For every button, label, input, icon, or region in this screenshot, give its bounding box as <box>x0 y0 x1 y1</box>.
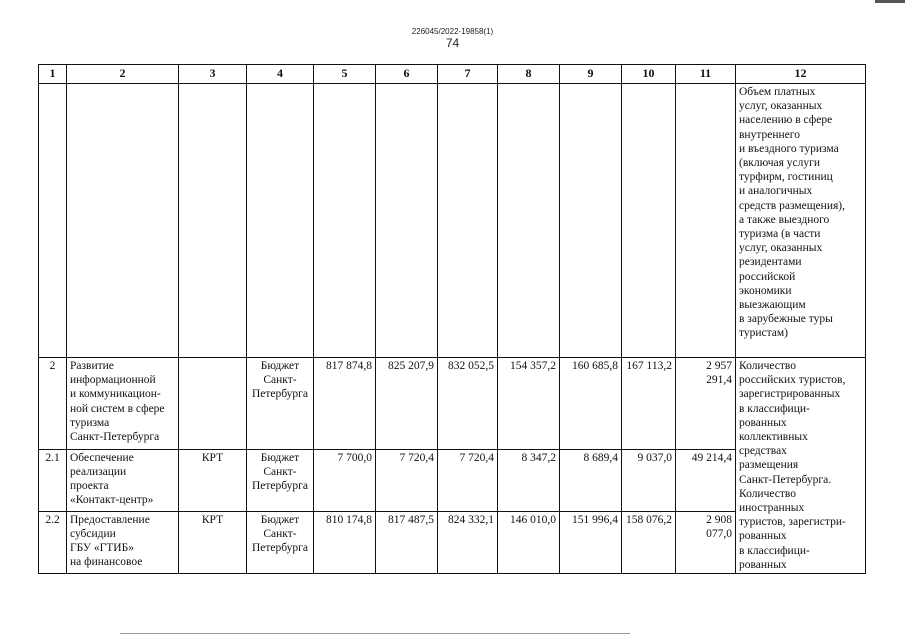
scan-bottom-rule <box>120 633 630 634</box>
value-col6: 817 487,5 <box>376 511 438 573</box>
value-col5: 7 700,0 <box>314 449 376 511</box>
value-col8: 154 357,2 <box>498 358 560 450</box>
value-col7: 7 720,4 <box>438 449 498 511</box>
executor: КРТ <box>179 511 247 573</box>
value-col11: 2 908 077,0 <box>676 511 736 573</box>
value-col6: 825 207,9 <box>376 358 438 450</box>
row-number: 2 <box>39 358 67 450</box>
value-col5: 810 174,8 <box>314 511 376 573</box>
row-number: 2.2 <box>39 511 67 573</box>
funding-source: Бюджет Санкт- Петербурга <box>247 511 314 573</box>
activity-name: Развитие информационной и коммуникацион- ной систем в сфере туризма Санкт-Петербурга <box>67 358 179 450</box>
value-col8: 8 347,2 <box>498 449 560 511</box>
col-header-5: 5 <box>314 65 376 84</box>
col-header-11: 11 <box>676 65 736 84</box>
col-header-7: 7 <box>438 65 498 84</box>
col-header-8: 8 <box>498 65 560 84</box>
funding-source: Бюджет Санкт- Петербурга <box>247 449 314 511</box>
activity-name: Обеспечение реализации проекта «Контакт-центр» <box>67 449 179 511</box>
col-header-2: 2 <box>67 65 179 84</box>
continuation-row <box>39 84 866 358</box>
value-col9: 8 689,4 <box>560 449 622 511</box>
executor: КРТ <box>179 449 247 511</box>
value-col11: 2 957 291,4 <box>676 358 736 450</box>
page-number: 74 <box>445 36 460 50</box>
col-header-3: 3 <box>179 65 247 84</box>
activity-name: Предоставление субсидии ГБУ «ГТИБ» на финансовое <box>67 511 179 573</box>
indicator-cell-merged: Количество российских туристов, зарегистрированных в классифици- рованных коллективных средствах размещения Санкт-Петербурга. Количество иностранных туристов, зарегистри- рованных в классифици- рованных <box>736 358 866 574</box>
value-col10: 167 113,2 <box>622 358 676 450</box>
value-col6: 7 720,4 <box>376 449 438 511</box>
table-row <box>39 358 866 450</box>
value-col5: 817 874,8 <box>314 358 376 450</box>
col-header-10: 10 <box>622 65 676 84</box>
value-col11: 49 214,4 <box>676 449 736 511</box>
value-col10: 158 076,2 <box>622 511 676 573</box>
value-col10: 9 037,0 <box>622 449 676 511</box>
col-header-1: 1 <box>39 65 67 84</box>
indicator-cell: Объем платных услуг, оказанных населению в сфере внутреннего и въездного туризма (включая услуги турфирм, гостиниц и аналогичных средств размещения), а также выездного туризма (в части услуг, оказанных резидентами российской экономики выезжающим в зарубежные туры туристам) <box>736 84 866 358</box>
col-header-9: 9 <box>560 65 622 84</box>
row-number: 2.1 <box>39 449 67 511</box>
value-col9: 151 996,4 <box>560 511 622 573</box>
value-col7: 824 332,1 <box>438 511 498 573</box>
document-number: 226045/2022-19858(1) <box>411 27 494 36</box>
column-number-row <box>39 65 866 84</box>
funding-source: Бюджет Санкт- Петербурга <box>247 358 314 450</box>
col-header-6: 6 <box>376 65 438 84</box>
col-header-12: 12 <box>736 65 866 84</box>
value-col9: 160 685,8 <box>560 358 622 450</box>
executor <box>179 358 247 450</box>
program-funding-table <box>38 64 866 574</box>
value-col7: 832 052,5 <box>438 358 498 450</box>
scan-corner-mark <box>875 0 905 3</box>
value-col8: 146 010,0 <box>498 511 560 573</box>
col-header-4: 4 <box>247 65 314 84</box>
